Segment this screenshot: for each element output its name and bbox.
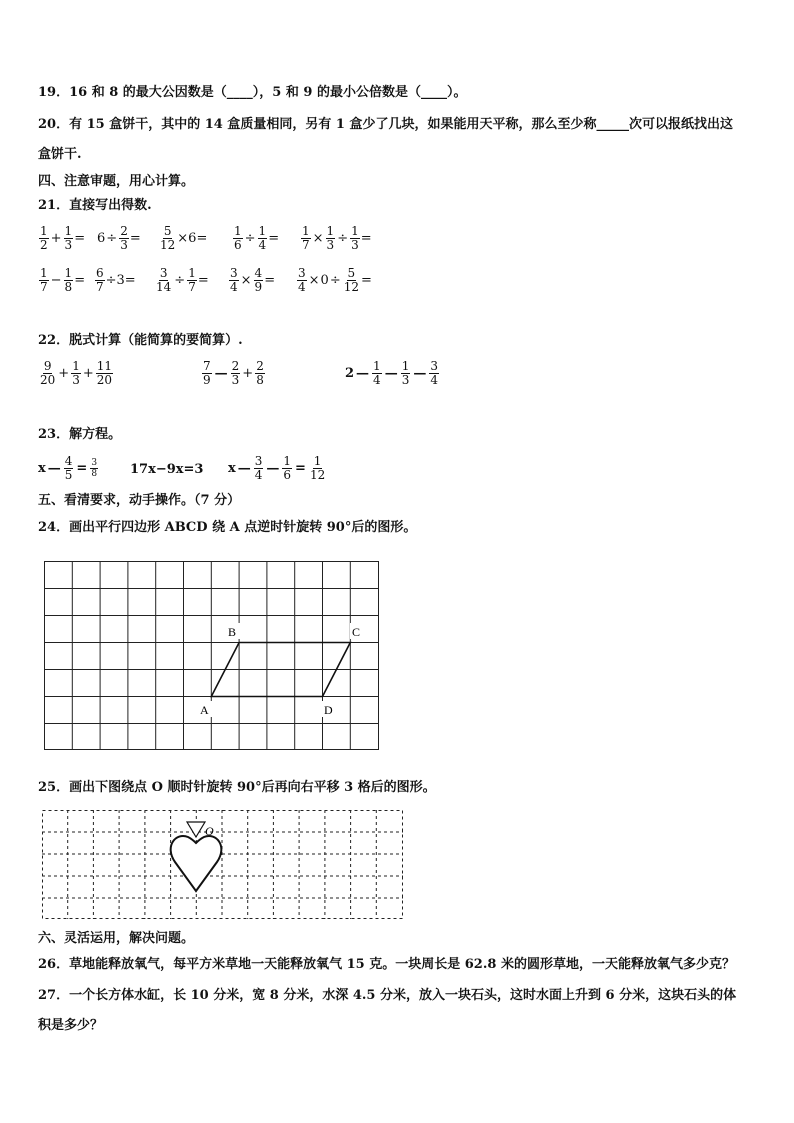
fraction: $\frac{1}{6}$ bbox=[283, 454, 292, 482]
fraction: $\frac{6}{7}$ bbox=[96, 266, 104, 294]
fraction: $\frac{1}{3}$ bbox=[401, 359, 410, 387]
fraction: $\frac{1}{4}$ bbox=[258, 224, 267, 252]
question-27-line2: 积是多少？ bbox=[38, 1018, 104, 1033]
section-6-heading: 六、灵活运用，解决问题。 bbox=[38, 931, 195, 946]
fraction: $\frac{1}{7}$ bbox=[40, 266, 48, 294]
calc-1-2: 6 ÷ $\frac{2}{3}$ = bbox=[97, 224, 141, 252]
calc-1-1: $\frac{1}{2}$ + $\frac{1}{3}$ = bbox=[40, 224, 86, 252]
q23-eq-1: x — $\frac{4}{5}$ = $\frac{3}{8}$ bbox=[38, 454, 98, 482]
point-o-triangle bbox=[187, 822, 205, 837]
calc-2-2: $\frac{6}{7}$ ÷3= bbox=[96, 266, 136, 294]
calc-2-3: $\frac{3}{14}$ ÷ $\frac{1}{7}$ = bbox=[156, 266, 209, 294]
fraction: $\frac{1}{3}$ bbox=[64, 224, 73, 252]
fraction: $\frac{2}{3}$ bbox=[120, 224, 128, 252]
fraction: $\frac{1}{4}$ bbox=[373, 359, 381, 387]
fraction: $\frac{1}{8}$ bbox=[64, 266, 73, 294]
fraction: $\frac{1}{6}$ bbox=[234, 224, 242, 252]
question-20-line1: 20．有 15 盒饼干，其中的 14 盒质量相同，另有 1 盒少了几块，如果能用天平称，那么至少称_____次可以报纸找出这 bbox=[38, 117, 733, 132]
fraction: $\frac{2}{8}$ bbox=[256, 359, 264, 387]
fraction: $\frac{4}{5}$ bbox=[64, 454, 73, 482]
question-21: 21．直接写出得数. bbox=[38, 198, 152, 213]
question-23: 23．解方程。 bbox=[38, 427, 122, 442]
fraction: $\frac{1}{3}$ bbox=[72, 359, 80, 387]
vertex-label-c: C bbox=[352, 625, 361, 639]
question-25: 25．画出下图绕点 O 顺时针旋转 90°后再向右平移 3 格后的图形。 bbox=[38, 780, 436, 795]
q23-eq-3: x — $\frac{3}{4}$ — $\frac{1}{6}$ = $\frac{1}{12}$ bbox=[228, 454, 326, 482]
fraction: $\frac{1}{3}$ bbox=[326, 224, 335, 252]
parallelogram-grid bbox=[44, 561, 380, 751]
section-4-heading: 四、注意审题，用心计算。 bbox=[38, 174, 195, 189]
calc-1-4: $\frac{1}{6}$ ÷ $\frac{1}{4}$ = bbox=[234, 224, 280, 252]
fraction: $\frac{2}{3}$ bbox=[231, 359, 240, 387]
fraction: $\frac{1}{2}$ bbox=[40, 224, 48, 252]
question-22: 22．脱式计算（能简算的要简算）. bbox=[38, 333, 243, 348]
calc-2-1: $\frac{1}{7}$ − $\frac{1}{8}$ = bbox=[40, 266, 86, 294]
fraction: $\frac{3}{4}$ bbox=[230, 266, 238, 294]
fraction: $\frac{5}{12}$ bbox=[160, 224, 176, 252]
vertex-label-a: A bbox=[200, 703, 209, 717]
point-o-label: O bbox=[205, 824, 214, 838]
fraction: $\frac{9}{20}$ bbox=[40, 359, 56, 387]
fraction: $\frac{3}{14}$ bbox=[156, 266, 172, 294]
fraction: $\frac{3}{4}$ bbox=[254, 454, 263, 482]
fraction: $\frac{1}{7}$ bbox=[188, 266, 196, 294]
fraction: $\frac{11}{20}$ bbox=[96, 359, 113, 387]
fraction: $\frac{7}{9}$ bbox=[203, 359, 211, 387]
calc-2-4: $\frac{3}{4}$ × $\frac{4}{9}$ = bbox=[230, 266, 276, 294]
q22-expr-1: $\frac{9}{20}$ + $\frac{1}{3}$ + $\frac{11}{20}$ bbox=[40, 359, 113, 387]
q23-eq-2: 17x−9x=3 bbox=[130, 462, 204, 477]
section-5-heading: 五、看清要求，动手操作。（7 分） bbox=[38, 493, 241, 508]
heart-shape bbox=[171, 836, 222, 891]
question-20-line2: 盒饼干. bbox=[38, 147, 82, 162]
question-27-line1: 27．一个长方体水缸，长 10 分米，宽 8 分米，水深 4.5 分米，放入一块石头，这时水面上升到 6 分米，这块石头的体 bbox=[38, 988, 737, 1003]
fraction: $\frac{3}{4}$ bbox=[298, 266, 306, 294]
fraction: $\frac{4}{9}$ bbox=[254, 266, 263, 294]
calc-1-5: $\frac{1}{7}$ × $\frac{1}{3}$ ÷ $\frac{1}{3}$ = bbox=[302, 224, 372, 252]
calc-2-5: $\frac{3}{4}$ × 0 ÷ $\frac{5}{12}$ = bbox=[298, 266, 372, 294]
vertex-label-b: B bbox=[228, 625, 237, 639]
question-19: 19．16 和 8 的最大公因数是（____），5 和 9 的最小公倍数是（____）。 bbox=[38, 85, 467, 100]
question-24: 24．画出平行四边形 ABCD 绕 A 点逆时针旋转 90°后的图形。 bbox=[38, 520, 417, 535]
q22-expr-2: $\frac{7}{9}$ — $\frac{2}{3}$ + $\frac{2}{8}$ bbox=[203, 359, 264, 387]
fraction: $\frac{3}{4}$ bbox=[430, 359, 438, 387]
fraction: $\frac{1}{7}$ bbox=[302, 224, 310, 252]
calc-1-3: $\frac{5}{12}$ ×6= bbox=[160, 224, 208, 252]
q22-expr-3: 2 — $\frac{1}{4}$ — $\frac{1}{3}$ — $\frac{3}{4}$ bbox=[345, 359, 438, 387]
fraction: $\frac{1}{3}$ bbox=[351, 224, 359, 252]
question-26: 26．草地能释放氧气，每平方米草地一天能释放氧气 15 克。一块周长是 62.8 米的圆形草地，一天能释放氧气多少克？ bbox=[38, 957, 735, 972]
fraction: $\frac{5}{12}$ bbox=[343, 266, 360, 294]
vertex-label-d: D bbox=[324, 703, 333, 717]
heart-grid bbox=[42, 810, 404, 920]
fraction: $\frac{3}{8}$ bbox=[91, 458, 98, 479]
fraction: $\frac{1}{12}$ bbox=[309, 454, 326, 482]
